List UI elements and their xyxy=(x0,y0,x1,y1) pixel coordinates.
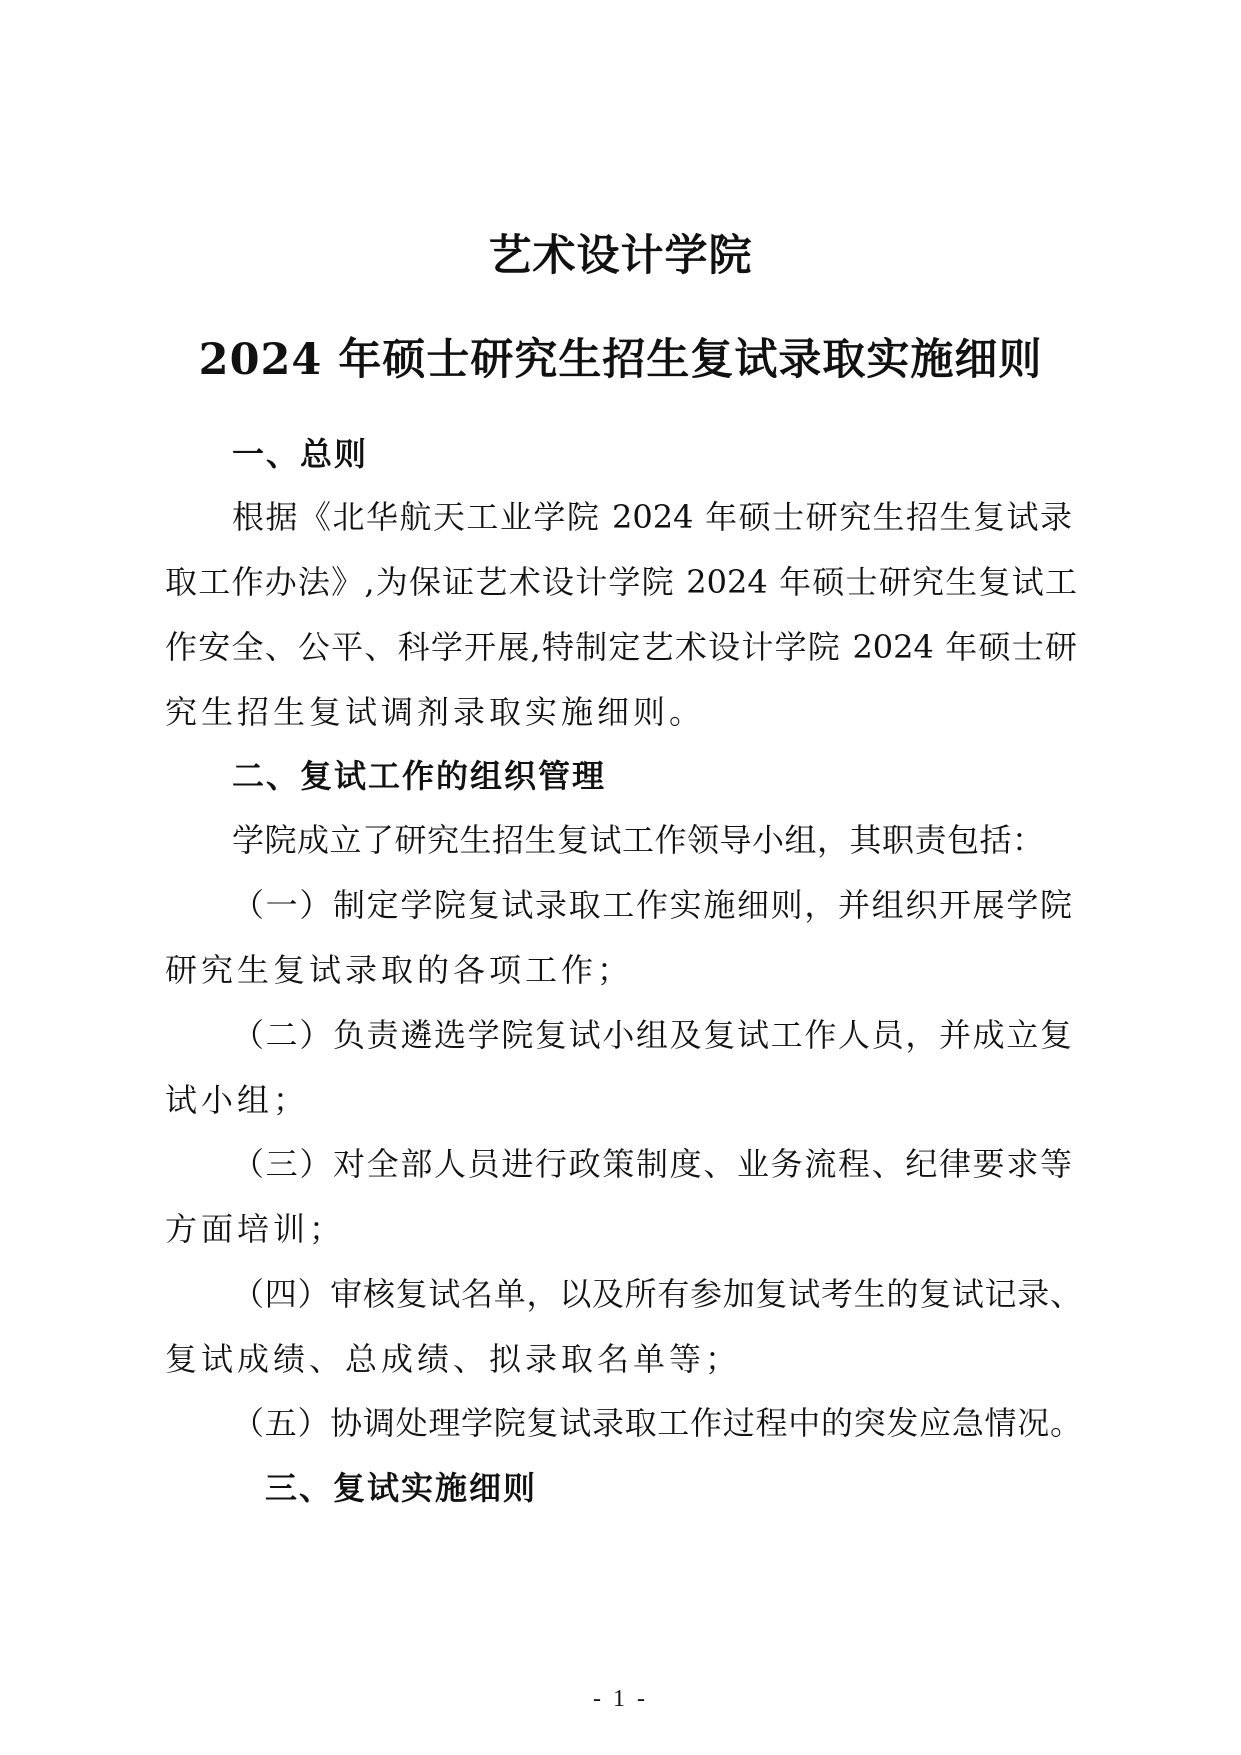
document-title-line2: 2024 年硕士研究生招生复试录取实施细则 xyxy=(198,335,1043,385)
paragraph-line: 作安全、公平、科学开展,特制定艺术设计学院 2024 年硕士研 xyxy=(165,628,1077,666)
list-item-4-line2: 复试成绩、总成绩、拟录取名单等； xyxy=(165,1340,742,1378)
list-item-3-line1: （三）对全部人员进行政策制度、业务流程、纪律要求等 xyxy=(232,1145,1072,1183)
list-item-2-line1: （二）负责遴选学院复试小组及复试工作人员，并成立复 xyxy=(232,1016,1072,1054)
paragraph-line: 根据《北华航天工业学院 2024 年硕士研究生招生复试录 xyxy=(232,498,1072,536)
list-item-1-line2: 研究生复试录取的各项工作； xyxy=(165,951,634,989)
page-number: - 1 - xyxy=(593,1686,648,1712)
paragraph-line: 取工作办法》,为保证艺术设计学院 2024 年硕士研究生复试工 xyxy=(165,563,1077,601)
list-item-3-line2: 方面培训； xyxy=(165,1210,346,1248)
list-item-4-line1: （四）审核复试名单，以及所有参加复试考生的复试记录、 xyxy=(232,1275,1082,1313)
paragraph-line: 究生招生复试调剂录取实施细则。 xyxy=(165,693,706,731)
section-1-heading: 一、总则 xyxy=(232,435,369,473)
document-title-line1: 艺术设计学院 xyxy=(488,231,753,281)
paragraph-line: 学院成立了研究生招生复试工作领导小组，其职责包括： xyxy=(232,821,1044,859)
section-3-heading: 三、复试实施细则 xyxy=(265,1469,538,1507)
section-2-heading: 二、复试工作的组织管理 xyxy=(232,757,607,795)
list-item-2-line2: 试小组； xyxy=(165,1081,310,1119)
list-item-1-line1: （一）制定学院复试录取工作实施细则，并组织开展学院 xyxy=(232,886,1072,924)
list-item-5-line1: （五）协调处理学院复试录取工作过程中的突发应急情况。 xyxy=(232,1404,1082,1442)
